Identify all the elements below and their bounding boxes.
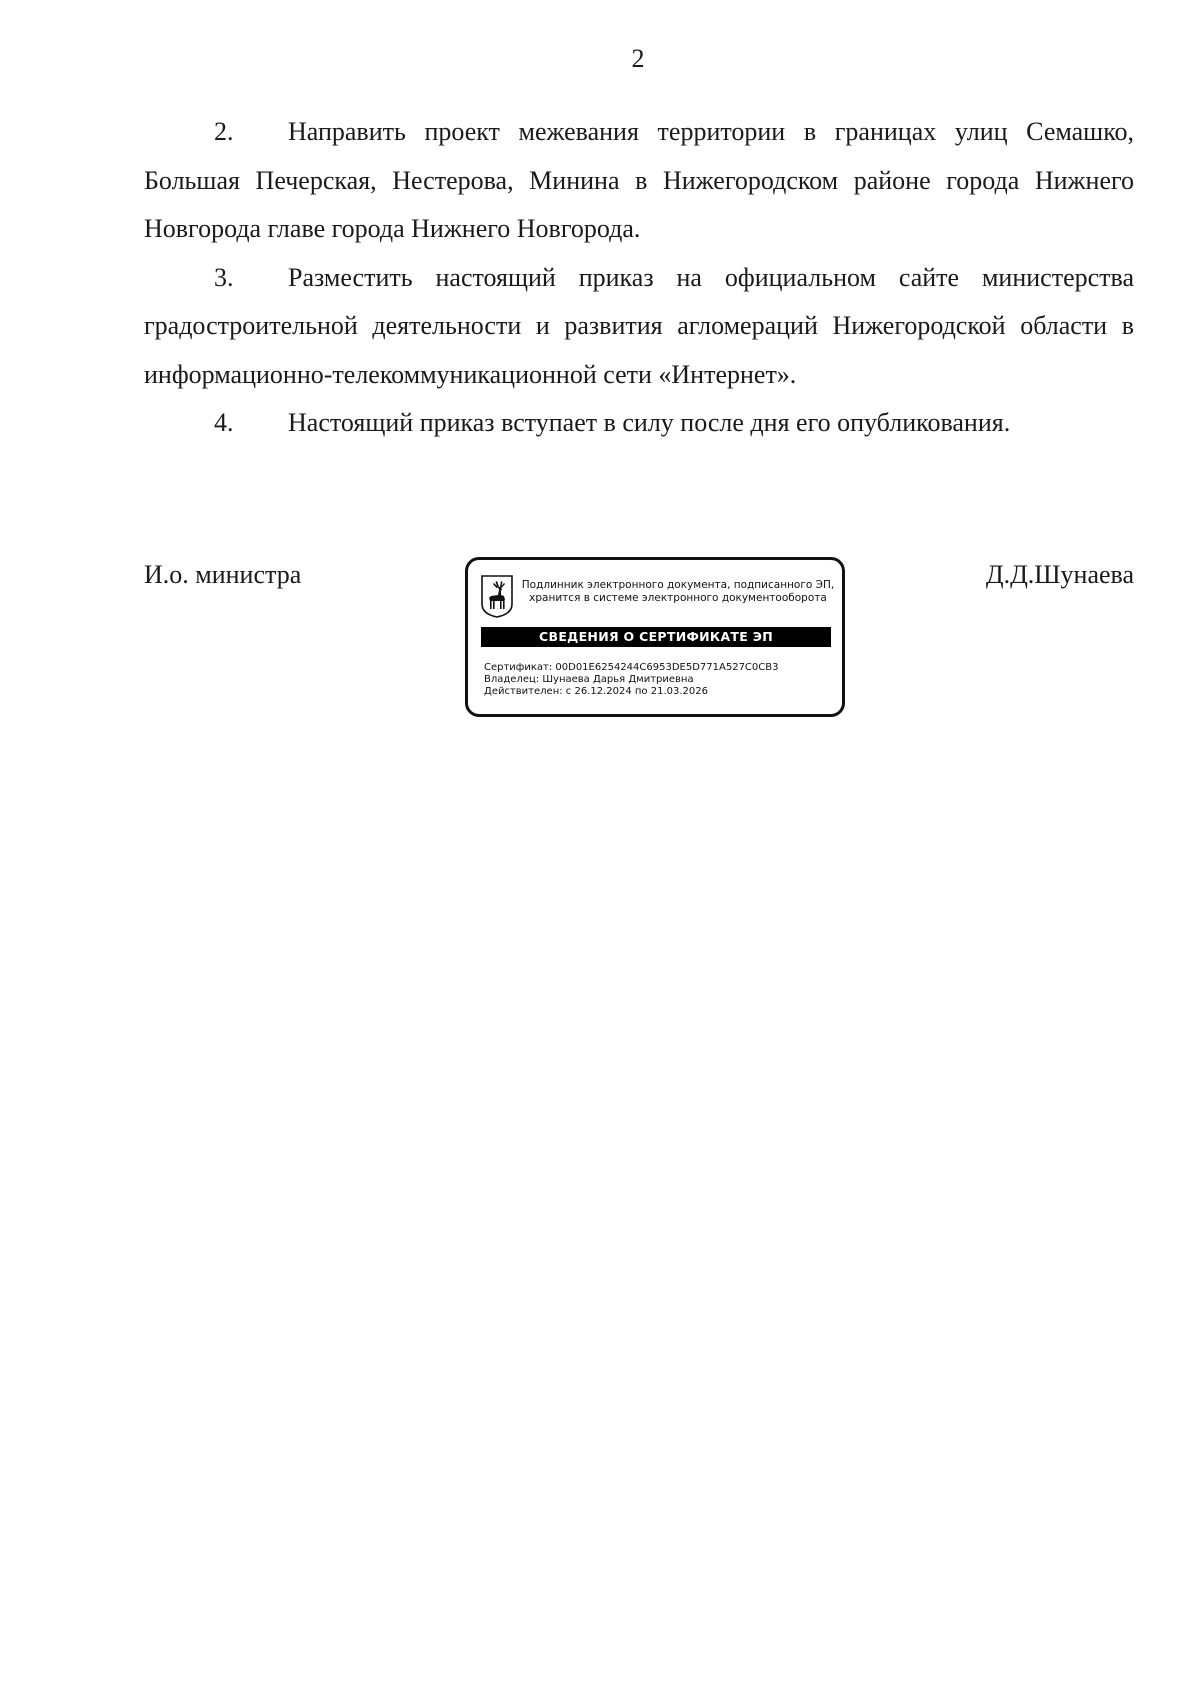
signatory-position: И.о. министра bbox=[144, 560, 302, 589]
paragraph-number: 2. bbox=[214, 117, 234, 146]
paragraph-text: Направить проект межевания территории в границах улиц Семашко, Большая Печерская, Нестерова, Минина в Нижегородском районе города Нижнего Новгорода главе города Нижнего Новгорода. bbox=[144, 117, 1134, 243]
document-body bbox=[144, 108, 1134, 448]
paragraph-2 bbox=[144, 108, 1134, 254]
paragraph-text: Разместить настоящий приказ на официальном сайте министерства градостроительной деятельности и развития агломераций Нижегородской области в информационно-телекоммуникационной сети «Интернет». bbox=[144, 262, 1134, 389]
paragraph-number: 4. bbox=[214, 408, 234, 437]
stamp-header bbox=[518, 579, 838, 605]
deer-emblem-icon bbox=[480, 574, 514, 618]
signatory-name: Д.Д.Шунаева bbox=[985, 560, 1134, 589]
paragraph-3 bbox=[144, 254, 1134, 400]
certificate-validity: Действителен: с 26.12.2024 по 21.03.2026 bbox=[484, 686, 708, 697]
stamp-certificate-details bbox=[484, 662, 778, 698]
paragraph-number: 3. bbox=[214, 262, 234, 292]
page-number: 2 bbox=[631, 44, 645, 73]
stamp-header-line: Подлинник электронного документа, подписанного ЭП, bbox=[521, 579, 835, 591]
certificate-owner: Владелец: Шунаева Дарья Дмитриевна bbox=[484, 674, 694, 685]
certificate-number: Сертификат: 00D01E6254244C6953DE5D771A527C0CB3 bbox=[484, 662, 779, 673]
electronic-signature-stamp bbox=[465, 557, 845, 717]
stamp-header-line: хранится в системе электронного документооборота bbox=[529, 592, 827, 604]
paragraph-4 bbox=[144, 399, 1134, 448]
paragraph-text: Настоящий приказ вступает в силу после дня его опубликования. bbox=[288, 408, 1011, 437]
stamp-title-bar: СВЕДЕНИЯ О СЕРТИФИКАТЕ ЭП bbox=[481, 627, 831, 647]
